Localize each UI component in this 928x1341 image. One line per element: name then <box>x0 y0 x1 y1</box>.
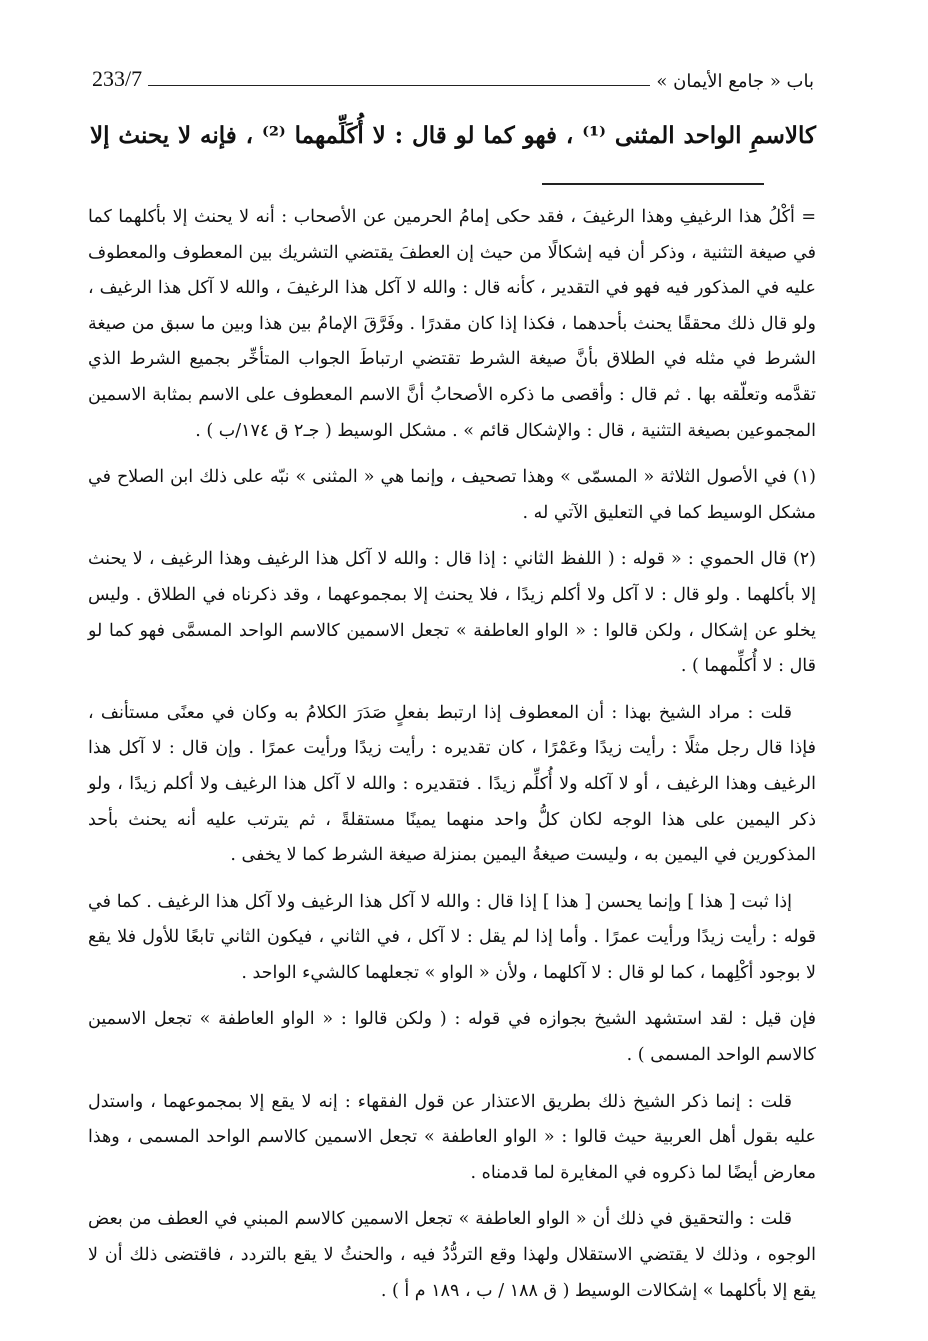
footnote-continuation: = أكْلُ هذا الرغيفِ وهذا الرغيفَ ، فقد حكى إمامُ الحرمين عن الأصحاب : أنه لا يحنث إلا بأكلهما كما في صيغة التثنية ، وذكر أن فيه إشكالًا من حيث إن العطفَ يقتضي التشريك بين المعطوف والمعطوف عليه في المذكور فيه فهو في التقدير ، كأنه قال : والله لا آكل هذا الرغيفَ ، والله لا آكل هذا الرغيف ، ولو قال ذلك محققًا يحنث بأحدهما ، فكذا إذا كان مقدرًا . وفَرَّقَ الإمامُ بين هذا وبين ما سبق من صيغة الشرط في مثله في الطلاق بأنَّ صيغة الشرط تقتضي ارتباطَ الجواب المتأخِّر بجميع الشرط الذي تقدَّمه وتعلّقه بها . ثم قال : وأقصى ما ذكره الأصحابُ أنَّ الاسم المعطوف على الاسم بمثابة الاسمين المجموعين بصيغة التثنية ، قال : والإشكال قائم » . مشكل الوسيط ( جـ٢ ق ١٧٤/ب ) . <box>88 207 816 441</box>
footnote-2-paragraph: إذا ثبت [ هذا ] وإنما يحسن [ هذا ] إذا قال : والله لا آكل هذا الرغيف ولا آكل هذا الرغيف . كما في قوله : رأيت زيدًا ورأيت عمرًا . وأما إذا لم يقل : لا آكل ، في الثاني ، فيكون الثاني تابعًا للأول فلا يقع لا بوجود أكْلِهما ، كما لو قال : لا آكلهما ، ولأن « الواو » تجعلهما كالشيء الواحد . <box>88 891 816 983</box>
chapter-title: باب « جامع الأيمان » <box>656 71 814 92</box>
footnote-2-paragraph: فإن قيل : لقد استشهد الشيخ بجوازه في قوله : ( ولكن قالوا : « الواو العاطفة » تجعل الاسمين كالاسم الواحد المسمى ) . <box>88 1009 816 1066</box>
footnote-2-paragraph: قلت : إنما ذكر الشيخ ذلك بطريق الاعتذار عن قول الفقهاء : إنه لا يقع إلا بمجموعهما ، واستدل عليه بقول أهل العربية حيث قالوا : « الواو العاطفة » تجعل الاسمين كالاسم الواحد المسمى ، وهذا معارض أيضًا لما ذكروه في المغايرة لما قدمناه . <box>88 1091 816 1183</box>
footnote-1: (١) في الأصول الثلاثة « المسمّى » وهذا تصحيف ، وإنما هي « المثنى » نبّه على ذلك ابن الصلاح في مشكل الوسيط كما في التعليق الآتي له . <box>88 467 816 523</box>
running-header <box>92 58 814 92</box>
footnote-2: (٢) قال الحموي : « قوله : ( اللفظ الثاني : إذا قال : والله لا آكل هذا الرغيف وهذا الرغيف ، لا يحنث إلا بأكلهما . ولو قال : لا آكل ولا أكلم زيدًا ، فلا يحنث إلا بمجموعهما ، وقد ذكرناه في الطلاق . وليس يخلو عن إشكال ، ولكن قالوا : « الواو العاطفة » تجعل الاسمين كالاسم الواحد المسمَّى فهو كما لو قال : لا أُكلِّمهما ) . <box>88 549 816 677</box>
page-number: 233/7 <box>92 66 143 91</box>
footnotes <box>88 200 816 1320</box>
header-rule <box>148 85 650 86</box>
footnote-separator <box>542 183 764 185</box>
main-text: كالاسمِ الواحد المثنى ⁽¹⁾ ، فهو كما لو قال : لا أُكَلِّمهما ⁽²⁾ ، فإنه لا يحنث إلا <box>90 122 817 149</box>
footnote-2-paragraph: قلت : والتحقيق في ذلك أن « الواو العاطفة » تجعل الاسمين كالاسم المبني في العطف من بعض الوجوه ، وذلك لا يقتضي الاستقلال ولهذا وقع التردُّدُ فيه ، والحنثُ لا يقع بالتردد ، فاقتضى ذلك أن لا يقع إلا بأكلهما » إشكالات الوسيط ( ق ١٨٨ / ب ، ١٨٩ م أ ) . <box>88 1209 816 1301</box>
footnote-2-paragraph: قلت : مراد الشيخ بهذا : أن المعطوف إذا ارتبط بفعلٍ صَدَرَ الكلامُ به وكان في معنًى مستأنف ، فإذا قال رجل مثلًا : رأيت زيدًا وعَمْرًا ، كان تقديره : رأيت زيدًا ورأيت عمرًا . وإن قال : لا آكل هذا الرغيف وهذا الرغيف ، أو لا آكله ولا أُكلِّم زيدًا . فتقديره : والله لا آكل هذا الرغيف ولا أكلم زيدًا ، ولو ذكر اليمين على هذا الوجه لكان كلُّ واحد منهما يمينًا مستقلةً ، ثم يترتب عليه أنه يحنث بأحد المذكورين في اليمين به ، وليست صيغةُ اليمين بمنزلة صيغة الشرط كما لا يخفى . <box>88 702 816 866</box>
